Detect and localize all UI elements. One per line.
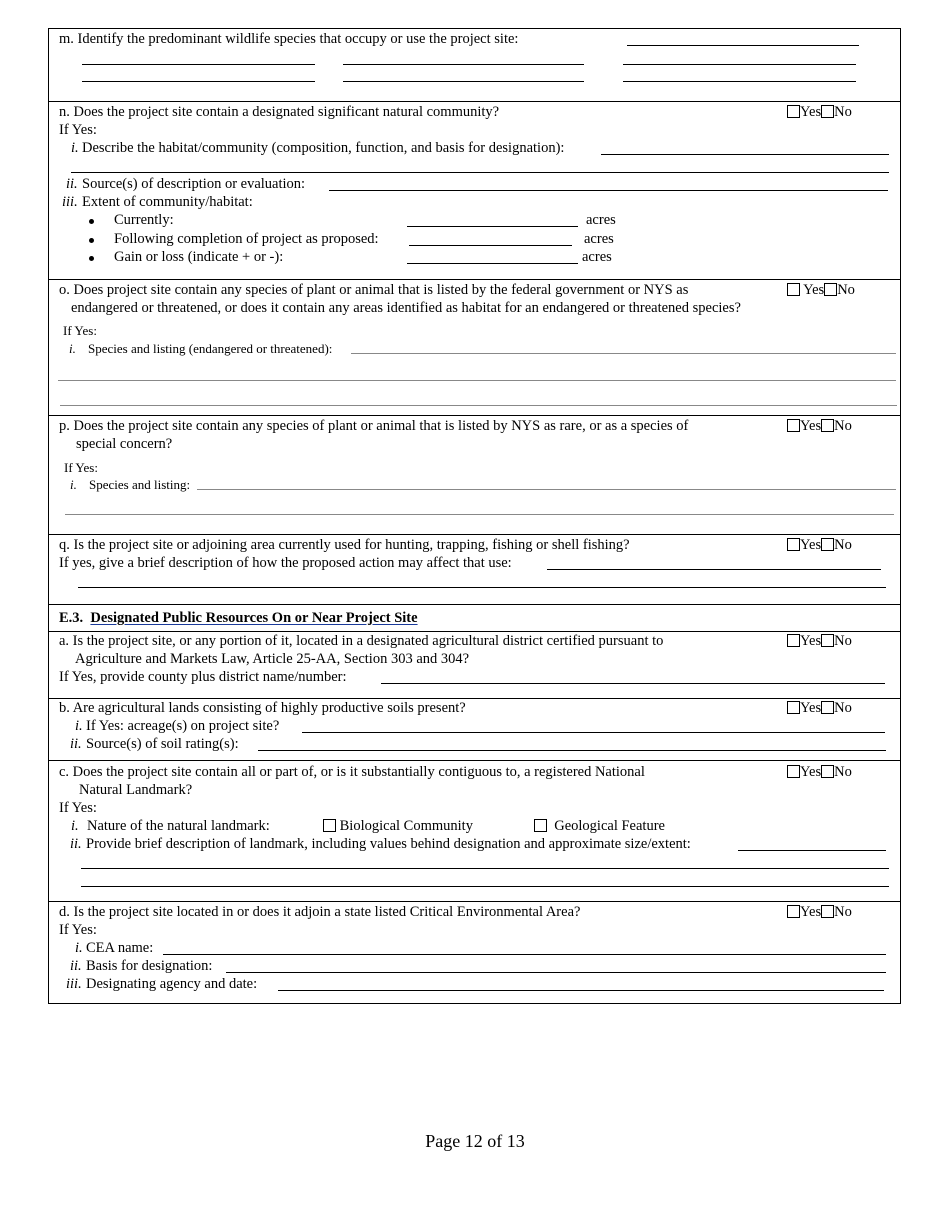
district-label: If Yes, provide county plus district name/number: [59,669,347,685]
question-a-line1: a. Is the project site, or any portion of it, located in a designated agricultural district certified pursuant to [59,633,664,649]
rare-species-field-2[interactable] [65,514,894,515]
section-p [49,416,900,535]
no-checkbox[interactable] [821,419,834,432]
yes-checkbox[interactable] [787,765,800,778]
wildlife-field-7[interactable] [623,81,856,82]
landmark-description-field-2[interactable] [81,868,889,869]
currently-label: Currently: [114,212,174,228]
landmark-description-field[interactable] [738,850,886,851]
biological-community-option [323,818,473,835]
section-a [49,632,900,699]
yes-no-b [787,700,852,717]
section-n [49,102,900,280]
item-number: ii. [66,176,78,192]
species-listing-field-3[interactable] [60,405,897,406]
question-d: d. Is the project site located in or does it adjoin a state listed Critical Environmental Area? [59,904,581,920]
yes-no-q [787,537,852,554]
acres-unit: acres [584,231,614,247]
soil-rating-field[interactable] [258,750,886,751]
wildlife-field-6[interactable] [343,81,584,82]
designation-basis-label: Basis for designation: [86,958,213,974]
no-label: No [837,282,855,298]
if-yes-label: If Yes: [59,800,97,816]
habitat-description-field-2[interactable] [71,172,889,173]
item-number: i. [69,341,76,356]
item-number: i. [70,477,77,492]
yes-label: Yes [803,282,825,298]
yes-checkbox[interactable] [787,538,800,551]
yes-checkbox[interactable] [787,105,800,118]
currently-acres-field[interactable] [407,226,578,227]
acreage-label: If Yes: acreage(s) on project site? [86,718,280,734]
section-c [49,761,900,902]
item-number: i. [71,140,79,156]
item-number: ii. [70,958,82,974]
source-description-field[interactable] [329,190,888,191]
yes-checkbox[interactable] [787,419,800,432]
section-d [49,902,900,1005]
bullet [89,238,94,243]
no-checkbox[interactable] [821,701,834,714]
yes-no-n [787,104,852,121]
designating-agency-label: Designating agency and date: [86,976,258,992]
geological-feature-checkbox[interactable] [534,819,547,832]
item-number: i. [75,718,83,734]
yes-no-o [787,282,855,299]
item-number: i. [75,940,83,956]
extent-label: Extent of community/habitat: [82,194,253,210]
section-o [49,280,900,416]
acres-unit: acres [586,212,616,228]
gain-loss-acres-field[interactable] [407,263,578,264]
no-label: No [834,633,852,649]
section-number: E.3. [59,610,84,626]
no-checkbox[interactable] [821,905,834,918]
district-field[interactable] [381,683,885,684]
acreage-field[interactable] [302,732,885,733]
bullet [89,256,94,261]
no-checkbox[interactable] [821,105,834,118]
bullet [89,219,94,224]
species-listing-label: Species and listing: [89,477,191,492]
designating-agency-field[interactable] [278,990,884,991]
yes-no-c [787,764,852,781]
no-label: No [834,700,852,716]
section-m [49,29,900,102]
yes-checkbox[interactable] [787,283,800,296]
question-a-line2: Agriculture and Markets Law, Article 25-AA, Section 303 and 304? [75,651,470,667]
yes-label: Yes [800,633,822,649]
question-c-line1: c. Does the project site contain all or part of, or is it substantially contiguous to, a registered National [59,764,645,780]
geological-feature-option [534,818,665,835]
soil-rating-label: Source(s) of soil rating(s): [86,736,239,752]
landmark-description-label: Provide brief description of landmark, including values behind designation and approximate size/extent: [86,836,691,852]
habitat-description-field[interactable] [601,154,889,155]
wildlife-field-1[interactable] [627,45,859,46]
question-p-line1: p. Does the project site contain any species of plant or animal that is listed by NYS as rare, or as a species of [59,418,689,434]
yes-label: Yes [800,700,822,716]
item-number: ii. [70,736,82,752]
cea-name-field[interactable] [163,954,886,955]
item-number: iii. [66,976,82,992]
section-e3-header [49,605,900,632]
item-number: i. [71,818,79,834]
cea-name-label: CEA name: [86,940,154,956]
yes-no-a [787,633,852,650]
biological-community-label: Biological Community [339,818,473,834]
landmark-description-field-3[interactable] [81,886,889,887]
no-checkbox[interactable] [821,538,834,551]
question-q: q. Is the project site or adjoining area currently used for hunting, trapping, fishing or shell fishing? [59,537,630,553]
yes-checkbox[interactable] [787,634,800,647]
wildlife-field-2[interactable] [82,64,315,65]
section-q [49,535,900,605]
section-heading: Designated Public Resources On or Near Project Site [90,610,418,626]
following-completion-label: Following completion of project as proposed: [114,231,379,247]
yes-label: Yes [800,537,822,553]
acres-unit: acres [582,249,612,265]
following-acres-field[interactable] [409,245,572,246]
item-number: ii. [70,836,82,852]
if-yes-label: If Yes: [59,922,97,938]
hunting-effect-label: If yes, give a brief description of how the proposed action may affect that use: [59,555,512,571]
species-listing-label: Species and listing (endangered or threatened): [88,341,333,356]
species-listing-field-2[interactable] [58,380,896,381]
no-label: No [834,904,852,920]
geological-feature-label: Geological Feature [554,818,665,834]
question-o-line1: o. Does project site contain any species of plant or animal that is listed by the federal government or NYS as [59,282,689,298]
designation-basis-field[interactable] [226,972,886,973]
yes-checkbox[interactable] [787,701,800,714]
no-label: No [834,537,852,553]
no-label: No [834,104,852,120]
question-n: n. Does the project site contain a designated significant natural community? [59,104,500,120]
yes-label: Yes [800,418,822,434]
biological-community-checkbox[interactable] [323,819,336,832]
no-checkbox[interactable] [824,283,837,296]
hunting-effect-field-2[interactable] [78,587,886,588]
yes-label: Yes [800,104,822,120]
question-c-line2: Natural Landmark? [79,782,193,798]
if-yes-label: If Yes: [64,460,98,475]
no-checkbox[interactable] [821,634,834,647]
item-number: iii. [62,194,78,210]
section-b [49,699,900,761]
page-number: Page 12 of 13 [425,1131,525,1151]
no-checkbox[interactable] [821,765,834,778]
landmark-nature-label: Nature of the natural landmark: [87,818,270,834]
yes-no-p [787,418,852,435]
species-listing-field[interactable] [351,353,896,354]
if-yes-label: If Yes: [59,122,97,138]
section-title [59,610,418,627]
yes-label: Yes [800,904,822,920]
wildlife-field-5[interactable] [82,81,315,82]
no-label: No [834,764,852,780]
wildlife-field-4[interactable] [623,64,856,65]
hunting-effect-field[interactable] [547,569,881,570]
gain-loss-label: Gain or loss (indicate + or -): [114,249,284,265]
question-o-line2: endangered or threatened, or does it contain any areas identified as habitat for an endangered or threatened species? [71,300,741,316]
wildlife-field-3[interactable] [343,64,584,65]
no-label: No [834,418,852,434]
yes-no-d [787,904,852,921]
rare-species-field[interactable] [197,489,896,490]
if-yes-label: If Yes: [63,323,97,338]
question-p-line2: special concern? [76,436,173,452]
yes-label: Yes [800,764,822,780]
yes-checkbox[interactable] [787,905,800,918]
habitat-description-label: Describe the habitat/community (composition, function, and basis for designation): [82,140,565,156]
source-description-label: Source(s) of description or evaluation: [82,176,306,192]
form-table [48,28,901,1004]
question-b: b. Are agricultural lands consisting of highly productive soils present? [59,700,466,716]
question-m: m. Identify the predominant wildlife species that occupy or use the project site: [59,31,519,47]
